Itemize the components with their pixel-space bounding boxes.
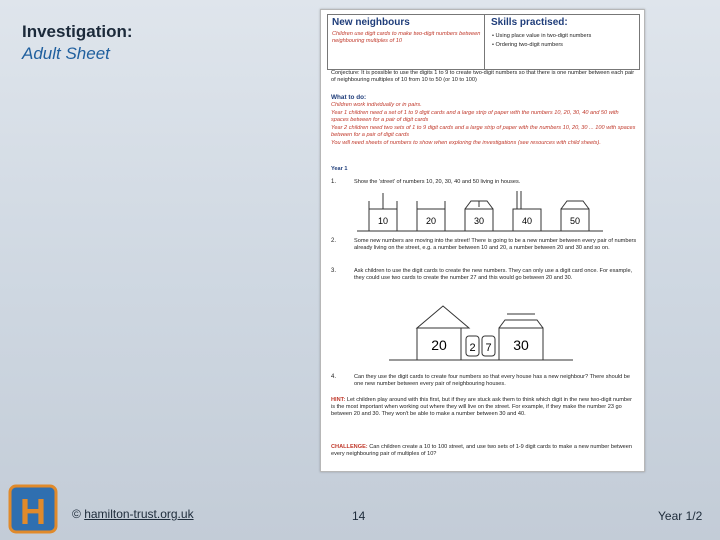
house-number: 10 (377, 216, 389, 226)
digit-card-value: 2 (469, 342, 476, 354)
what-to-do-heading: What to do: (331, 94, 367, 101)
skill-item: • Ordering two-digit numbers (492, 42, 563, 48)
header-left-cell (328, 15, 485, 69)
example-diagram (321, 300, 644, 364)
houses-street-diagram (321, 187, 644, 235)
house-40 (513, 191, 541, 231)
challenge-label: CHALLENGE: (331, 444, 368, 450)
house-50 (561, 201, 589, 231)
page-number: 14 (352, 509, 366, 523)
house-number: 30 (473, 216, 485, 226)
strips-note: You will need sheets of numbers to show when exploring the investigations (see resources with child sheets). (331, 140, 601, 146)
slide-title: Investigation: (22, 22, 133, 41)
hint-text: Let children play around with this first, but if they are stuck ask them to think which digit in the new two-digit number is the most important when working out where they will live on the street. For example, if they make the number 23 go between 20 and 30. They won't be able to make a number between 30 and 40. (331, 397, 632, 417)
house-30 (465, 201, 493, 231)
activity-title: New neighbours (332, 17, 410, 28)
step-1-text: Show the 'street' of numbers 10, 20, 30, 40 and 50 living in houses. (354, 179, 521, 185)
step-number: 3. (331, 268, 337, 274)
hamilton-trust-logo-icon (8, 484, 58, 534)
house-number: 20 (431, 337, 447, 353)
organisation: Children work individually or in pairs. (331, 102, 422, 108)
house-number: 50 (569, 216, 581, 226)
house-number: 20 (425, 216, 437, 226)
logo-letter: H (20, 491, 46, 532)
website-link[interactable]: hamilton-trust.org.uk (84, 507, 194, 521)
step-2-text: Some new numbers are moving into the street! There is going to be a new number between every pair of numbers already living on the street, e.g. a number between 10 and 20, a number between 20 and 30 and so on. (354, 238, 637, 251)
house-20 (417, 201, 445, 231)
conjecture: Conjecture: It is possible to use the digits 1 to 9 to create two-digit numbers so that there is one number between each pair of neighbouring multiples of 10 from 10 to 50 (or 10 to 100) (331, 70, 635, 83)
step-3-text: Ask children to use the digit cards to create the new numbers. They can only use a digit card once. For example, they could use two cards to create the number 27 and this would go between 20 and 30. (354, 268, 633, 281)
slide-subtitle: Adult Sheet (22, 44, 110, 63)
step-4-text: Can they use the digit cards to create four numbers so that every house has a new neighbour? There should be one new number between every pair of neighbouring houses. (354, 374, 631, 387)
hint-paragraph (331, 397, 636, 418)
sheet-header (327, 14, 640, 70)
challenge-paragraph (331, 444, 636, 458)
activity-objective: Children use digit cards to make two-digit numbers between neighbouring multiples of 10 (332, 31, 481, 44)
copyright-footer (72, 507, 194, 521)
hint-label: HINT: (331, 397, 346, 403)
step-number: 4. (331, 374, 337, 380)
house-roof (417, 306, 469, 328)
digit-card-value: 7 (485, 342, 492, 354)
challenge-text: Can children create a 10 to 100 street, and use two sets of 1-9 digit cards to make a new number between every neighbouring pair of multiples of 10? (331, 444, 632, 457)
house-roof (499, 320, 543, 328)
house-number: 40 (521, 216, 533, 226)
year1-resources: Year 1 children need a set of 1 to 9 digit cards and a large strip of paper with the numbers 10, 20, 30, 40 and 50 with spaces between for a pair of digit cards (331, 110, 619, 123)
step-number: 1. (331, 179, 337, 185)
copyright-symbol: © (72, 507, 81, 521)
step-number: 2. (331, 238, 337, 244)
skills-title: Skills practised: (491, 17, 568, 28)
house-10 (369, 193, 397, 231)
adult-sheet-document (320, 9, 645, 472)
year-label: Year 1 (331, 166, 348, 172)
year-group-tag: Year 1/2 (658, 509, 703, 523)
year2-resources: Year 2 children need two sets of 1 to 9 digit cards and a large strip of paper with the numbers 10, 20, 30 ... 100 with spaces between for a pair of digit cards (331, 125, 636, 138)
skill-item: • Using place value in two-digit numbers (492, 33, 592, 39)
house-number: 30 (513, 337, 529, 353)
